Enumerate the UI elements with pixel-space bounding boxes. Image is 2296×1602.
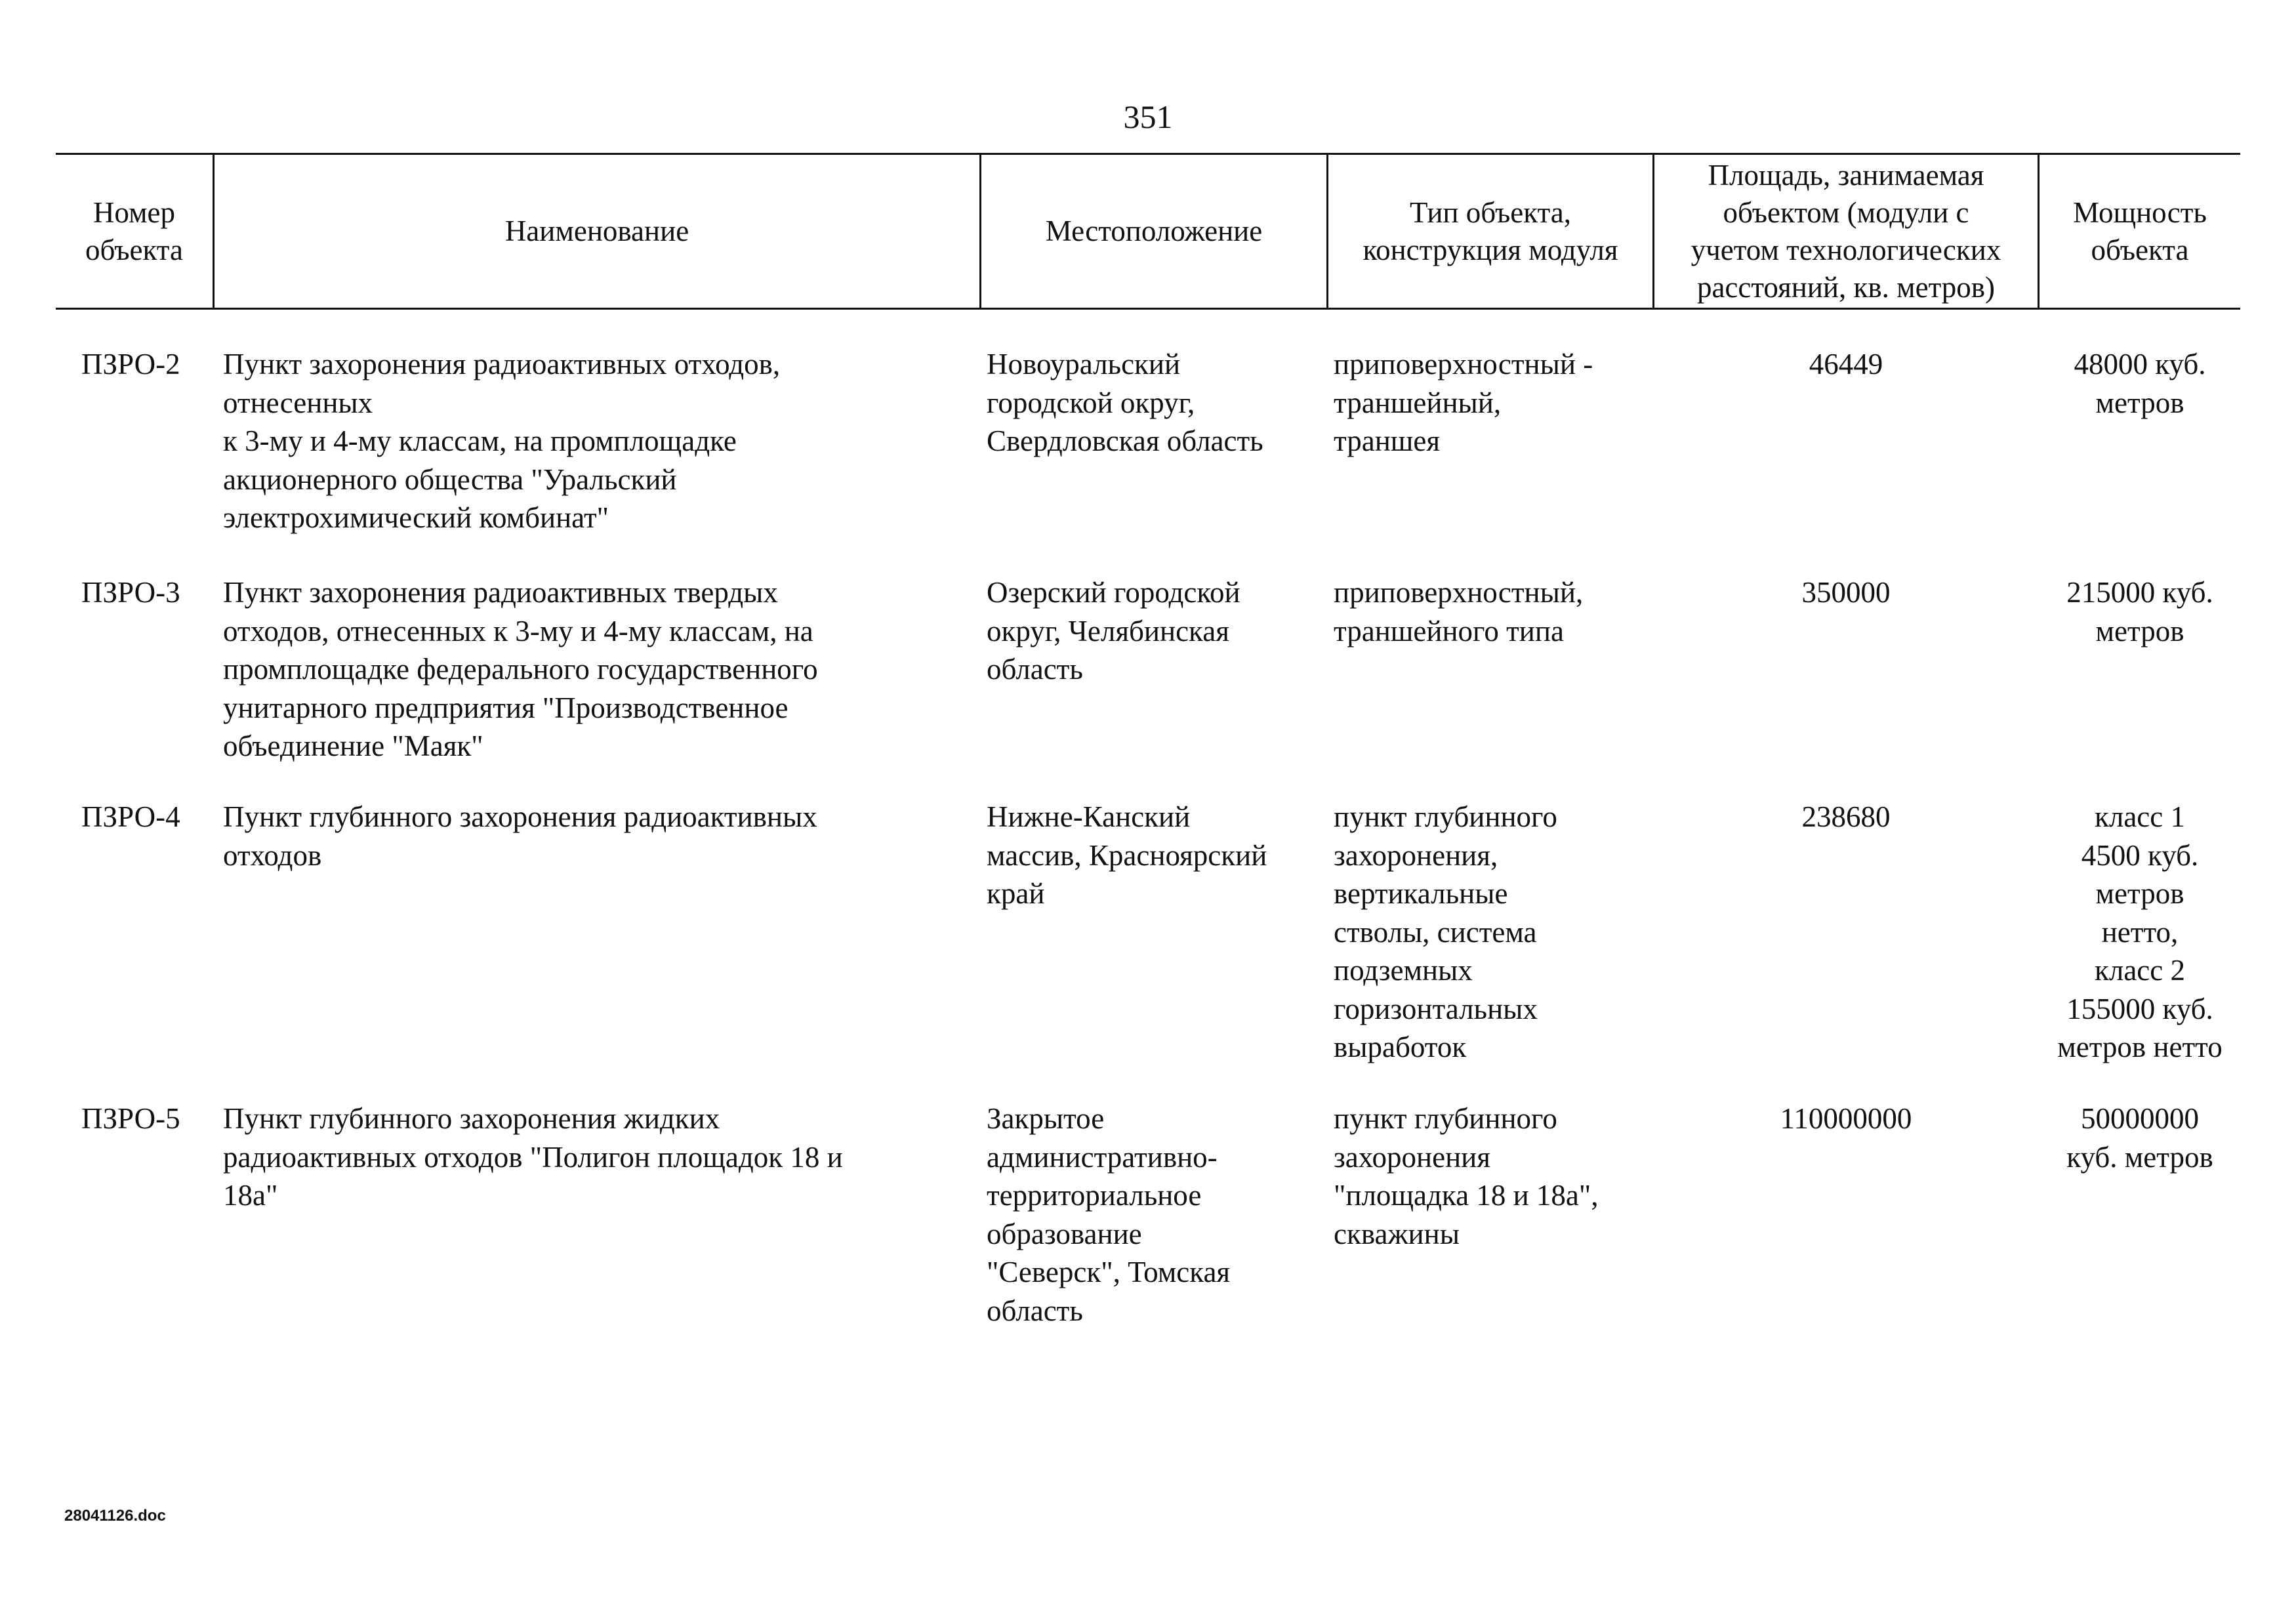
row-type: приповерхностный - траншейный, траншея xyxy=(1334,348,1593,457)
row-type: пункт глубинного захоронения, вертикальные стволы, система подземных горизонтальных выработок xyxy=(1334,800,1557,1063)
row-type: пункт глубинного захоронения "площадка 18 и 18а", скважины xyxy=(1334,1102,1599,1250)
header-location: Местоположение xyxy=(1045,215,1263,247)
footer-filename: 28041126.doc xyxy=(64,1507,166,1525)
header-name: Наименование xyxy=(504,215,689,247)
header-type: Тип объекта, конструкция модуля xyxy=(1363,195,1618,266)
row-name: Пункт глубинного захоронения жидких радиоактивных отходов "Полигон площадок 18 и 18а" xyxy=(223,1102,843,1212)
row-name: Пункт захоронения радиоактивных твердых отходов, отнесенных к 3-му и 4-му классам, на промплощадке федерального государственного унитарного предприятия "Производственное объединение "Маяк" xyxy=(223,576,818,762)
row-location: Озерский городской округ, Челябинская область xyxy=(987,576,1240,686)
row-area: 46449 xyxy=(1809,348,1883,380)
header-capacity: Мощность объекта xyxy=(2073,195,2207,266)
row-capacity: 215000 куб. метров xyxy=(2066,576,2213,647)
row-location: Закрытое административно- территориальное образование "Северск", Томская область xyxy=(987,1102,1231,1327)
page-number: 351 xyxy=(1123,98,1173,135)
row-number: ПЗРО-2 xyxy=(81,348,180,380)
row-location: Новоуральский городской округ, Свердловская область xyxy=(987,348,1263,457)
row-area: 350000 xyxy=(1801,576,1891,609)
row-capacity: 48000 куб. метров xyxy=(2074,348,2206,419)
row-capacity: класс 1 4500 куб. метров нетто, класс 2 155000 куб. метров нетто xyxy=(2057,800,2223,1063)
row-name: Пункт глубинного захоронения радиоактивных отходов xyxy=(223,800,817,872)
header-number: Номер объекта xyxy=(85,195,183,266)
row-type: приповерхностный, траншейного типа xyxy=(1334,576,1584,647)
row-area: 238680 xyxy=(1801,800,1891,833)
row-name: Пункт захоронения радиоактивных отходов, отнесенных к 3-му и 4-му классам, на промплощадке акционерного общества "Уральский электрохимический комбинат" xyxy=(223,348,781,534)
row-number: ПЗРО-3 xyxy=(81,576,180,609)
row-number: ПЗРО-4 xyxy=(81,800,180,833)
header-bottom-rule xyxy=(56,308,2240,310)
header-area: Площадь, занимаемая объектом (модули с учетом технологических расстояний, кв. метров) xyxy=(1691,158,2001,304)
row-capacity: 50000000 куб. метров xyxy=(2066,1102,2213,1174)
row-location: Нижне-Канский массив, Красноярский край xyxy=(987,800,1267,910)
row-number: ПЗРО-5 xyxy=(81,1102,180,1135)
row-area: 110000000 xyxy=(1780,1102,1912,1135)
